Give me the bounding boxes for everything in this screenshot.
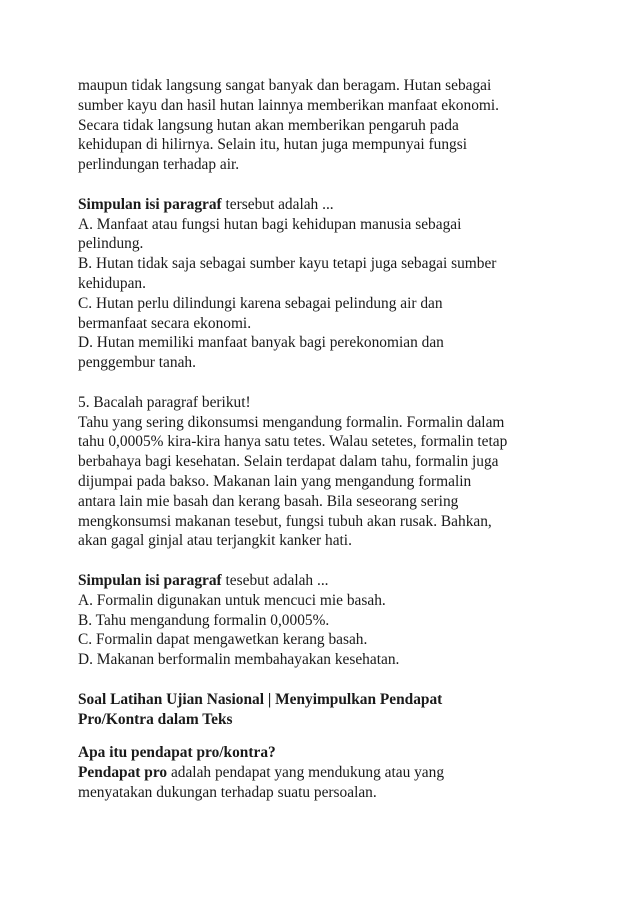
text-line: kehidupan di hilirnya. Selain itu, hutan juga mempunyai fungsi xyxy=(78,136,467,154)
answer-option-b-cont: kehidupan. xyxy=(78,274,146,292)
text-line: perlindungan terhadap air. xyxy=(78,156,240,174)
answer-option-d-cont: penggembur tanah. xyxy=(78,354,196,372)
answer-option-c: C. Hutan perlu dilindungi karena sebagai pelindung air dan xyxy=(78,294,443,312)
answer-option-d: D. Hutan memiliki manfaat banyak bagi perekonomian dan xyxy=(78,334,444,352)
answer-option-b: B. Tahu mengandung formalin 0,0005%. xyxy=(78,611,330,629)
answer-option-d: D. Makanan berformalin membahayakan kesehatan. xyxy=(78,651,400,669)
question-prompt xyxy=(78,571,578,591)
prompt-bold: Simpulan isi paragraf xyxy=(78,571,222,589)
text-line: berbahaya bagi kesehatan. Selain terdapat dalam tahu, formalin juga xyxy=(78,453,499,471)
definition-line xyxy=(78,763,578,783)
text-line: Tahu yang sering dikonsumsi mengandung formalin. Formalin dalam xyxy=(78,413,505,431)
answer-option-a-cont: pelindung. xyxy=(78,235,144,253)
prompt-rest: tesebut adalah ... xyxy=(221,571,329,589)
text-line: sumber kayu dan hasil hutan lainnya memberikan manfaat ekonomi. xyxy=(78,96,499,114)
answer-option-c: C. Formalin dapat mengawetkan kerang basah. xyxy=(78,631,368,649)
text-line: dijumpai pada bakso. Makanan lain yang mengandung formalin xyxy=(78,472,472,490)
text-line: maupun tidak langsung sangat banyak dan beragam. Hutan sebagai xyxy=(78,77,492,94)
section-title-cont: Pro/Kontra dalam Teks xyxy=(78,710,233,728)
definition-text: adalah pendapat yang mendukung atau yang xyxy=(167,764,445,782)
question-prompt xyxy=(78,195,578,215)
prompt-rest: tersebut adalah ... xyxy=(221,195,334,213)
answer-option-c-cont: bermanfaat secara ekonomi. xyxy=(78,314,252,332)
definition-term: Pendapat pro xyxy=(78,764,168,782)
answer-option-a: A. Manfaat atau fungsi hutan bagi kehidupan manusia sebagai xyxy=(78,215,462,233)
text-line: mengkonsumsi makanan tesebut, fungsi tubuh akan rusak. Bahkan, xyxy=(78,512,492,530)
text-line: antara lain mie basah dan kerang basah. Bila seseorang sering xyxy=(78,492,459,510)
section-title: Soal Latihan Ujian Nasional | Menyimpulkan Pendapat xyxy=(78,690,443,708)
text-line: tahu 0,0005% kira-kira hanya satu tetes. Walau setetes, formalin tetap xyxy=(78,433,508,451)
answer-option-b: B. Hutan tidak saja sebagai sumber kayu tetapi juga sebagai sumber xyxy=(78,255,497,273)
section-question: Apa itu pendapat pro/kontra? xyxy=(78,744,276,762)
intro-paragraph xyxy=(78,76,578,175)
document-page xyxy=(78,76,578,803)
answer-option-a: A. Formalin digunakan untuk mencuci mie basah. xyxy=(78,591,386,609)
section-block xyxy=(78,690,578,803)
prompt-bold: Simpulan isi paragraf xyxy=(78,195,222,213)
question-5-block xyxy=(78,393,578,670)
question-4-block xyxy=(78,195,578,373)
text-line: Secara tidak langsung hutan akan memberikan pengaruh pada xyxy=(78,116,459,134)
question-heading: 5. Bacalah paragraf berikut! xyxy=(78,393,251,411)
definition-line-cont: menyatakan dukungan terhadap suatu persoalan. xyxy=(78,783,377,801)
text-line: akan gagal ginjal atau terjangkit kanker hati. xyxy=(78,532,352,550)
